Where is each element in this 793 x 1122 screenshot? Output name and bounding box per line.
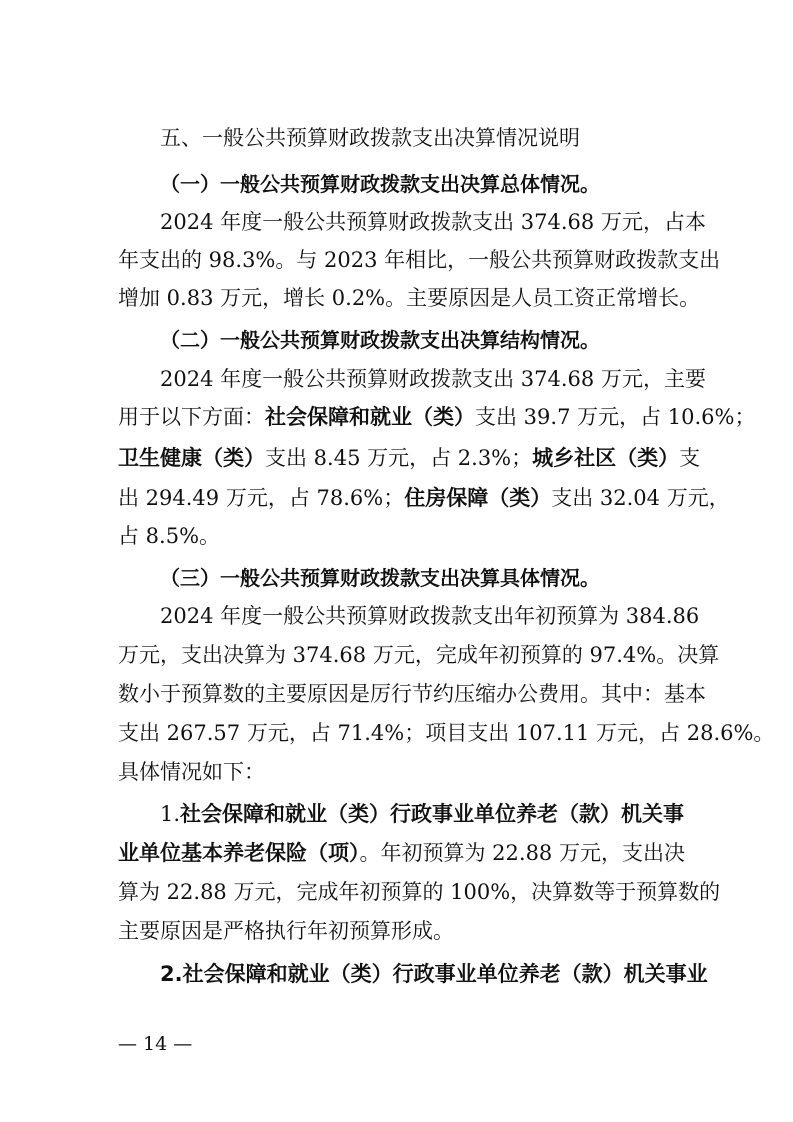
paragraph-line: 主要原因是严格执行年初预算形成。	[118, 919, 454, 943]
item-number: 1.	[160, 802, 181, 826]
paragraph-line	[118, 484, 730, 512]
text-run: 出 294.49 万元，占 78.6%；	[118, 486, 405, 510]
text-run: 。年初预算为 22.88 万元，支出决	[359, 841, 685, 865]
item-title: 社会保障和就业（类）行政事业单位养老（款）机关事	[180, 802, 685, 826]
section-title: 五、一般公共预算财政拨款支出决算情况说明	[160, 126, 580, 150]
category-name: 城乡社区（类）	[532, 446, 680, 470]
item-title: 2.社会保障和就业（类）行政事业单位养老（款）机关事业	[160, 962, 708, 986]
text-run: 用于以下方面：	[118, 405, 265, 429]
paragraph-line: 增加 0.83 万元，增长 0.2%。主要原因是人员工资正常增长。	[118, 286, 701, 310]
paragraph-line	[118, 444, 701, 472]
category-name: 住房保障（类）	[404, 486, 552, 510]
paragraph-line: 2024 年度一般公共预算财政拨款支出 374.68 万元，占本	[160, 210, 706, 234]
text-run: 支出 32.04 万元，	[551, 486, 730, 510]
subsection-heading-1: （一）一般公共预算财政拨款支出决算总体情况。	[160, 172, 600, 196]
page-number: — 14 —	[118, 1033, 193, 1055]
paragraph-line	[118, 839, 685, 867]
paragraph-line: 万元，支出决算为 374.68 万元，完成年初预算的 97.4%。决算	[118, 643, 720, 667]
item-title: 业单位基本养老保险（项）	[118, 841, 360, 865]
paragraph-line: 具体情况如下：	[118, 760, 265, 784]
text-run: 支出 8.45 万元，占 2.3%；	[265, 446, 533, 470]
text-run: 支	[679, 446, 701, 470]
category-name: 卫生健康（类）	[118, 446, 265, 470]
text-run: 支出 39.7 万元，占 10.6%；	[475, 405, 756, 429]
paragraph-line: 占 8.5%。	[118, 524, 221, 548]
subsection-heading-3: （三）一般公共预算财政拨款支出决算具体情况。	[160, 566, 600, 590]
paragraph-line: 2024 年度一般公共预算财政拨款支出年初预算为 384.86	[160, 604, 700, 628]
paragraph-line: 支出 267.57 万元，占 71.4%；项目支出 107.11 万元，占 28.6%。	[118, 721, 775, 745]
item-1-heading	[160, 800, 685, 828]
subsection-heading-2: （二）一般公共预算财政拨款支出决算结构情况。	[160, 328, 600, 352]
item-2-heading	[160, 960, 708, 988]
paragraph-line: 年支出的 98.3%。与 2023 年相比，一般公共预算财政拨款支出	[118, 248, 721, 272]
paragraph-line	[118, 403, 756, 431]
category-name: 社会保障和就业（类）	[265, 405, 475, 429]
paragraph-line: 数小于预算数的主要原因是厉行节约压缩办公费用。其中：基本	[118, 682, 706, 706]
paragraph-line: 算为 22.88 万元，完成年初预算的 100%，决算数等于预算数的	[118, 880, 721, 904]
paragraph-line: 2024 年度一般公共预算财政拨款支出 374.68 万元，主要	[160, 367, 706, 391]
